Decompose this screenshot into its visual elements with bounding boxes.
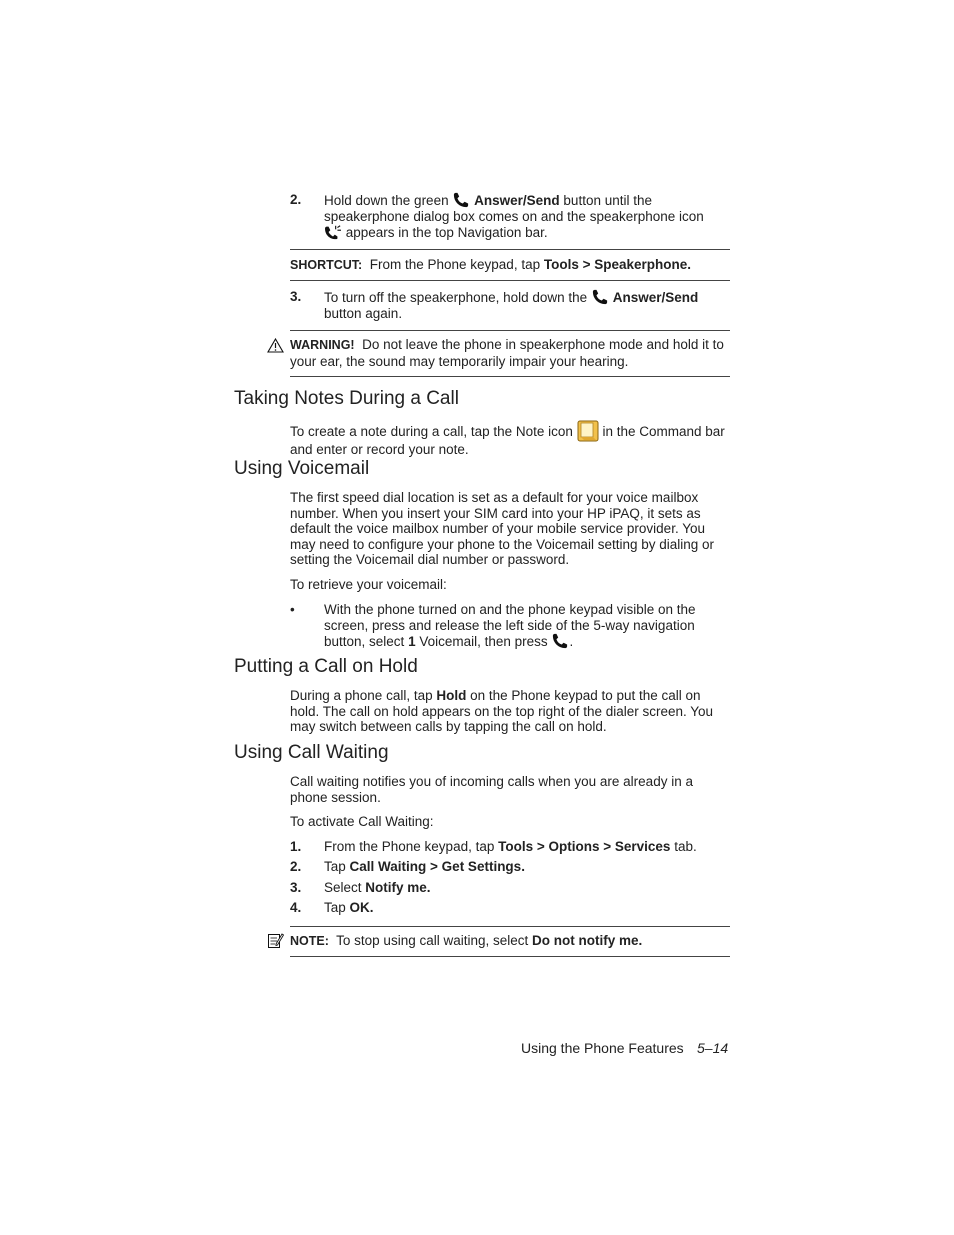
shortcut-text: SHORTCUT: From the Phone keypad, tap Tools > Speakerphone. — [290, 257, 692, 272]
divider — [290, 280, 730, 281]
divider — [290, 376, 730, 377]
call-waiting-step-4: Tap OK. — [324, 900, 374, 915]
shortcut-label: SHORTCUT: — [290, 258, 363, 272]
call-waiting-step-1: From the Phone keypad, tap Tools > Options > Services tab. — [324, 839, 697, 854]
step-3-text: To turn off the speakerphone, hold down the Answer/Send button again. — [324, 290, 699, 321]
step-number: 4. — [290, 900, 302, 915]
phone-icon — [551, 633, 569, 649]
note-text: NOTE: To stop using call waiting, select Do not notify me. — [290, 933, 643, 948]
section-heading-voicemail: Using Voicemail — [234, 458, 370, 479]
voicemail-paragraph: The first speed dial location is set as a default for your voice mailbox number. When you insert your SIM card into your HP iPAQ, it sets as default the voice mailbox number of your mobile service provider. You may need to configure your phone to the Voicemail setting by dialing or setting the Voicemail dial number or password. — [290, 490, 715, 567]
step-number: 3. — [290, 880, 302, 895]
divider — [290, 926, 730, 927]
call-waiting-intro: To activate Call Waiting: — [290, 814, 434, 829]
section-heading-hold: Putting a Call on Hold — [234, 656, 418, 677]
divider — [290, 956, 730, 957]
speakerphone-icon — [324, 224, 342, 240]
divider — [290, 330, 730, 331]
voicemail-bullet-text: With the phone turned on and the phone keypad visible on the screen, press and release the left side of the 5-way navigation button, select 1 Voicemail, then press . — [324, 602, 696, 649]
section-heading-call-waiting: Using Call Waiting — [234, 742, 389, 763]
step-2-text: Hold down the green Answer/Send button until the speakerphone dialog box comes on and the speakerphone icon appears in the top Navigation bar. — [324, 193, 704, 240]
section-heading-notes: Taking Notes During a Call — [234, 388, 459, 409]
bullet: • — [290, 602, 295, 617]
footer-title: Using the Phone Features — [521, 1040, 684, 1056]
call-waiting-step-2: Tap Call Waiting > Get Settings. — [324, 859, 525, 874]
phone-icon — [452, 192, 470, 208]
phone-icon — [591, 289, 609, 305]
hold-paragraph: During a phone call, tap Hold on the Phone keypad to put the call on hold. The call on hold appears on the top right of the dialer screen. You may switch between calls by tapping the call on hold. — [290, 688, 714, 734]
warning-text: WARNING! Do not leave the phone in speakerphone mode and hold it to your ear, the sound may temporarily impair your hearing. — [290, 337, 724, 369]
step-number: 1. — [290, 839, 302, 854]
call-waiting-step-3: Select Notify me. — [324, 880, 431, 895]
note-label: NOTE: — [290, 934, 329, 948]
divider — [290, 249, 730, 250]
step-number: 2. — [290, 192, 302, 207]
note-pad-icon — [267, 932, 284, 949]
step-number: 3. — [290, 289, 302, 304]
voicemail-intro: To retrieve your voicemail: — [290, 577, 447, 592]
note-icon — [577, 420, 599, 442]
notes-paragraph: To create a note during a call, tap the Note icon in the Command bar and enter or record your note. — [290, 420, 730, 458]
call-waiting-paragraph: Call waiting notifies you of incoming calls when you are already in a phone session. — [290, 774, 693, 805]
page-number: 5–14 — [697, 1040, 729, 1056]
step-number: 2. — [290, 859, 302, 874]
warning-icon — [267, 338, 284, 353]
warning-label: WARNING! — [290, 338, 355, 352]
